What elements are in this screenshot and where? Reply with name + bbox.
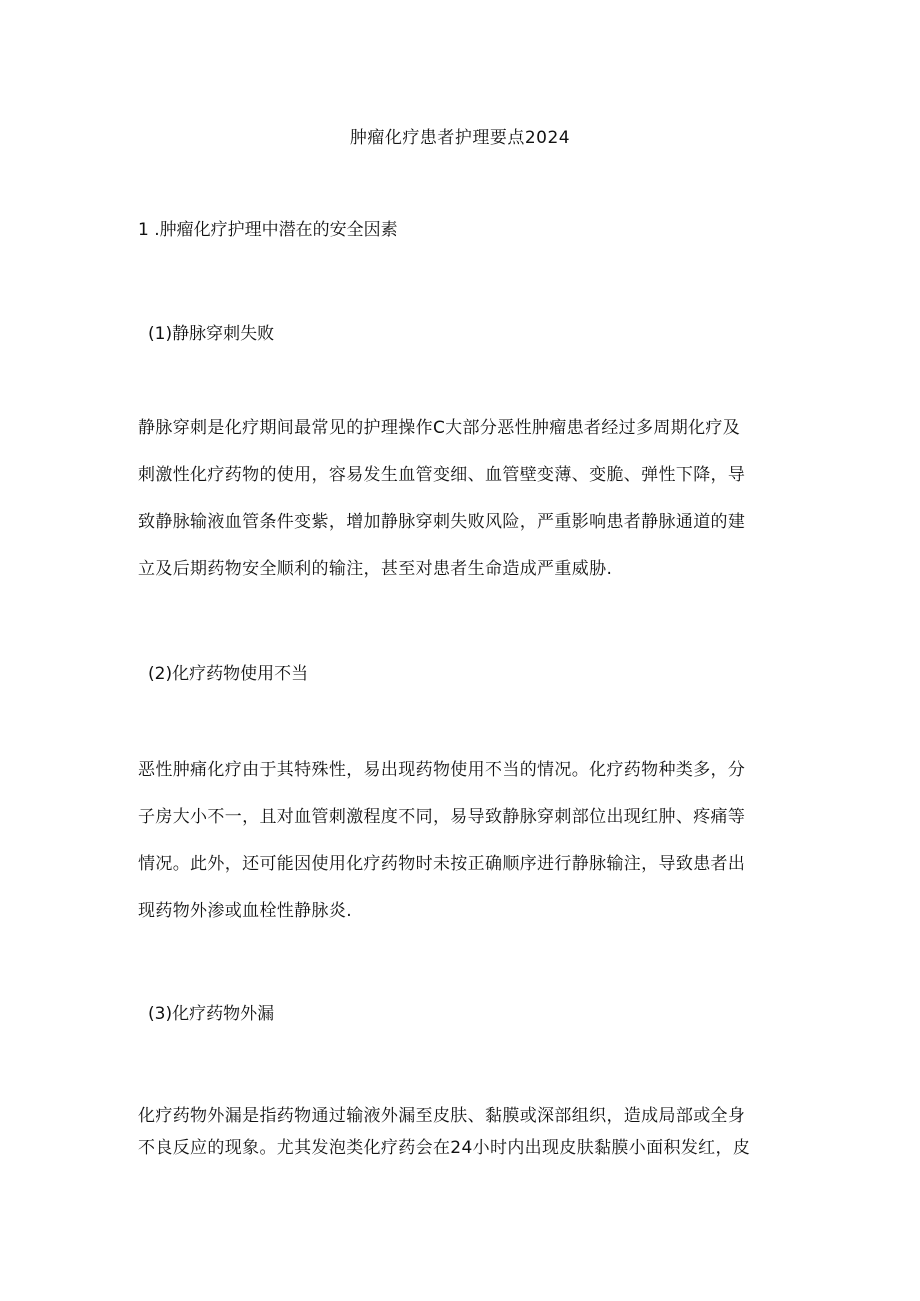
paragraph-line: 子房大小不一，且对血管刺激程度不同，易导致静脉穿刺部位出现红肿、疼痛等 bbox=[138, 807, 746, 827]
paragraph-line: 立及后期药物安全顺利的输注，甚至对患者生命造成严重威胁. bbox=[138, 559, 613, 579]
subsection-heading-2: (2)化疗药物使用不当 bbox=[148, 664, 309, 684]
paragraph-line: 静脉穿刺是化疗期间最常见的护理操作C大部分恶性肿瘤患者经过多周期化疗及 bbox=[138, 418, 741, 438]
paragraph-1 bbox=[138, 417, 788, 580]
document-title: 肿瘤化疗患者护理要点2024 bbox=[349, 128, 571, 148]
paragraph-line: 情况。此外，还可能因使用化疗药物时未按正确顺序进行静脉输注，导致患者出 bbox=[138, 854, 746, 874]
paragraph-line: 现药物外渗或血栓性静脉炎. bbox=[138, 901, 352, 921]
paragraph-line: 恶性肿痛化疗由于其特殊性，易出现药物使用不当的情况。化疗药物种类多，分 bbox=[138, 760, 746, 780]
subsection-heading-1: (1)静脉穿刺失败 bbox=[148, 324, 275, 344]
paragraph-3 bbox=[138, 1105, 788, 1159]
subsection-heading-3: (3)化疗药物外漏 bbox=[148, 1004, 275, 1024]
section-heading-1: 1 .肿瘤化疗护理中潜在的安全因素 bbox=[138, 220, 398, 240]
paragraph-line: 刺激性化疗药物的使用，容易发生血管变细、血管壁变薄、变脆、弹性下降，导 bbox=[138, 465, 746, 485]
paragraph-2 bbox=[138, 759, 788, 922]
paragraph-line: 不良反应的现象。尤其发泡类化疗药会在24小时内出现皮肤黏膜小面积发红，皮 bbox=[138, 1138, 751, 1158]
paragraph-line: 致静脉输液血管条件变紫，增加静脉穿刺失败风险，严重影响患者静脉通道的建 bbox=[138, 512, 746, 532]
paragraph-line: 化疗药物外漏是指药物通过输液外漏至皮肤、黏膜或深部组织，造成局部或全身 bbox=[138, 1106, 746, 1126]
